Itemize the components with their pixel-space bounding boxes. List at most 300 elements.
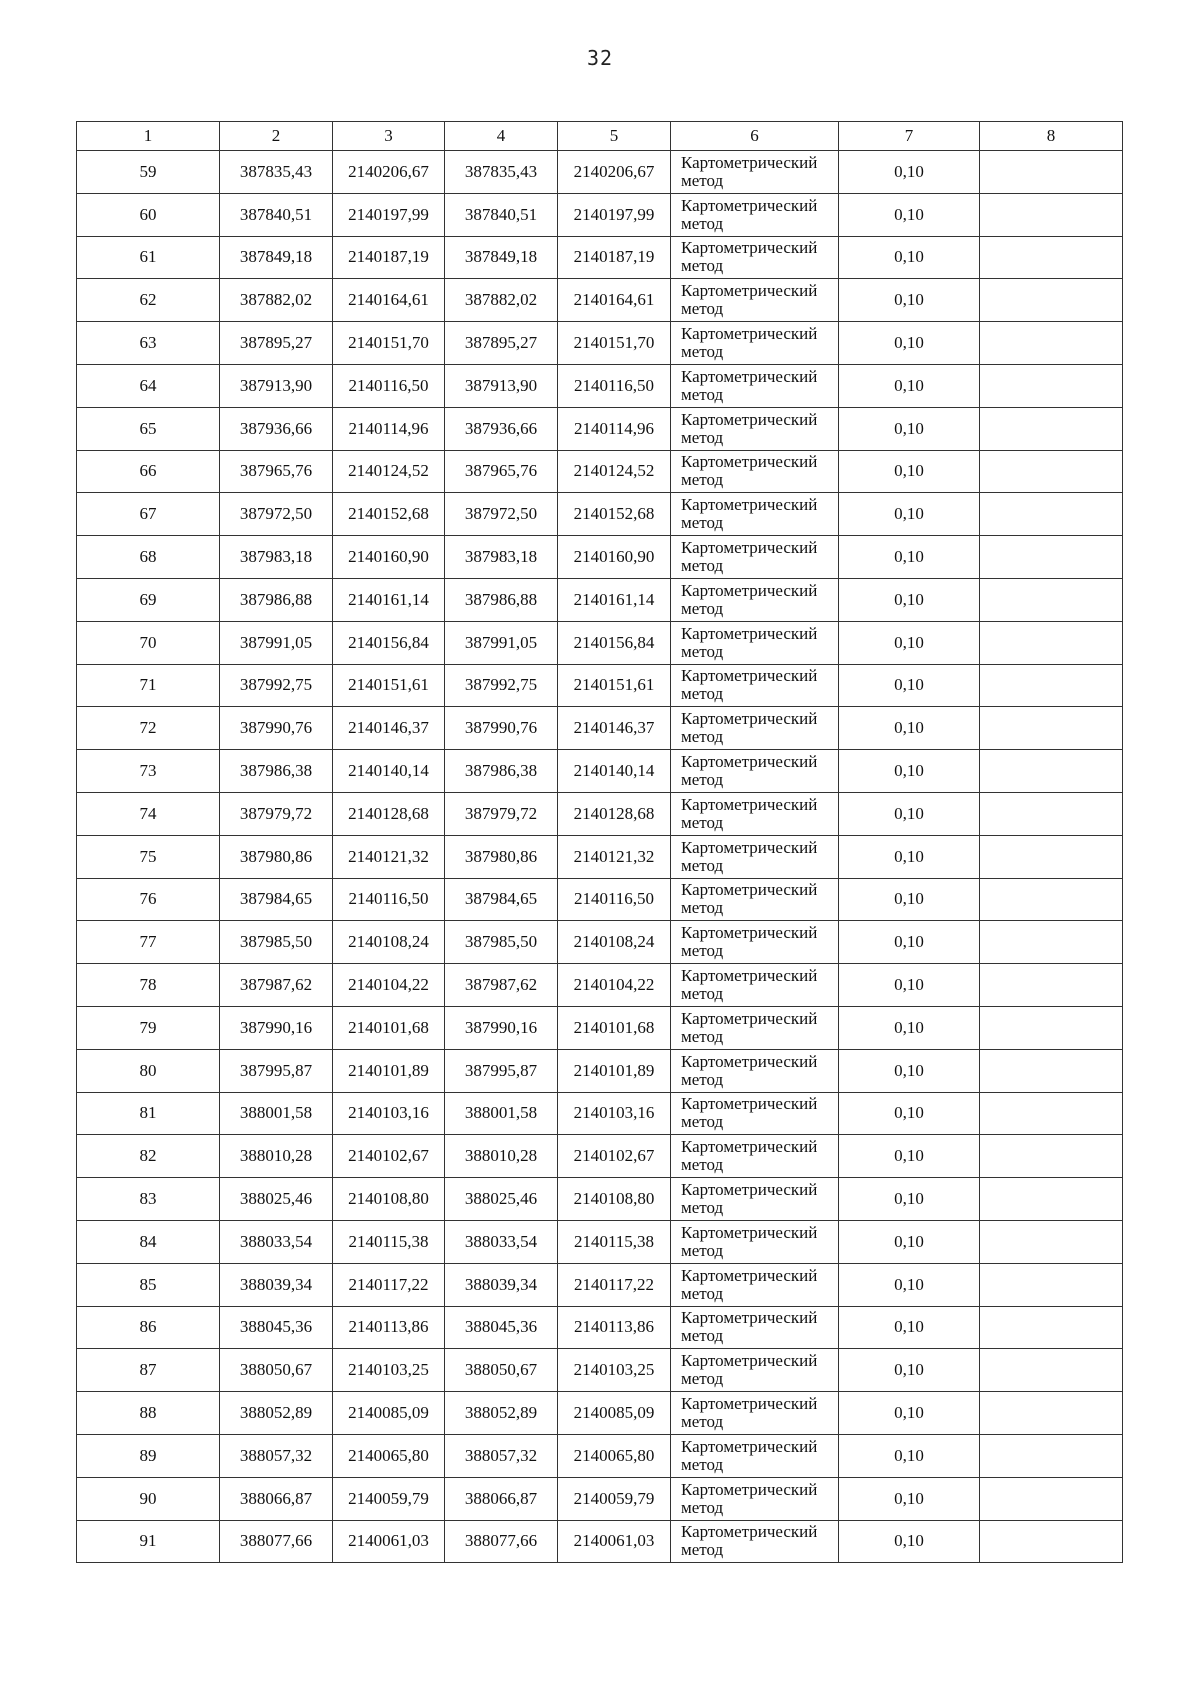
note-cell (980, 193, 1123, 236)
x-coordinate-cell: 388057,32 (220, 1434, 333, 1477)
x-coordinate-cell: 387985,50 (445, 921, 558, 964)
note-cell (980, 364, 1123, 407)
point-number-cell: 60 (77, 193, 220, 236)
method-text: Картометрический (681, 1351, 818, 1371)
method-text: метод (681, 1326, 724, 1346)
table-row (77, 1220, 1123, 1263)
accuracy-cell: 0,10 (839, 921, 980, 964)
table-row (77, 792, 1123, 835)
y-coordinate-cell: 2140140,14 (333, 750, 445, 793)
x-coordinate-cell: 388052,89 (220, 1392, 333, 1435)
note-cell (980, 322, 1123, 365)
method-text: метод (681, 1026, 724, 1046)
method-cell (671, 1178, 839, 1221)
method-text: Картометрический (681, 1394, 818, 1413)
note-cell (980, 835, 1123, 878)
table-row (77, 1263, 1123, 1306)
point-number-cell: 85 (77, 1263, 220, 1306)
note-cell (980, 1092, 1123, 1135)
accuracy-cell: 0,10 (839, 835, 980, 878)
x-coordinate-cell: 387849,18 (220, 236, 333, 279)
y-coordinate-cell: 2140206,67 (333, 151, 445, 194)
note-cell (980, 621, 1123, 664)
point-number-cell: 86 (77, 1306, 220, 1349)
note-cell (980, 536, 1123, 579)
method-text: метод (681, 1497, 724, 1517)
method-cell (671, 536, 839, 579)
y-coordinate-cell: 2140160,90 (558, 536, 671, 579)
y-coordinate-cell: 2140102,67 (333, 1135, 445, 1178)
y-coordinate-cell: 2140197,99 (333, 193, 445, 236)
method-text: Картометрический (681, 538, 818, 558)
x-coordinate-cell: 387882,02 (220, 279, 333, 322)
column-header: 8 (980, 122, 1123, 151)
y-coordinate-cell: 2140103,25 (558, 1349, 671, 1392)
method-cell (671, 621, 839, 664)
table-row (77, 493, 1123, 536)
y-coordinate-cell: 2140103,25 (333, 1349, 445, 1392)
note-cell (980, 493, 1123, 536)
method-text: Картометрический (681, 1137, 818, 1157)
method-cell (671, 236, 839, 279)
method-cell (671, 921, 839, 964)
table-row (77, 1135, 1123, 1178)
y-coordinate-cell: 2140101,68 (558, 1006, 671, 1049)
method-text: Картометрический (681, 409, 818, 429)
x-coordinate-cell: 388066,87 (445, 1477, 558, 1520)
point-number-cell: 69 (77, 578, 220, 621)
accuracy-cell: 0,10 (839, 792, 980, 835)
point-number-cell: 64 (77, 364, 220, 407)
accuracy-cell: 0,10 (839, 364, 980, 407)
point-number-cell: 87 (77, 1349, 220, 1392)
y-coordinate-cell: 2140101,89 (333, 1049, 445, 1092)
method-cell (671, 707, 839, 750)
table-body (77, 151, 1123, 1563)
point-number-cell: 84 (77, 1220, 220, 1263)
x-coordinate-cell: 387972,50 (445, 493, 558, 536)
method-text: метод (681, 684, 724, 704)
point-number-cell: 67 (77, 493, 220, 536)
x-coordinate-cell: 387992,75 (445, 664, 558, 707)
accuracy-cell: 0,10 (839, 1135, 980, 1178)
note-cell (980, 750, 1123, 793)
x-coordinate-cell: 387986,88 (220, 578, 333, 621)
table-row (77, 322, 1123, 365)
point-number-cell: 71 (77, 664, 220, 707)
accuracy-cell: 0,10 (839, 193, 980, 236)
method-cell (671, 1135, 839, 1178)
x-coordinate-cell: 387987,62 (220, 964, 333, 1007)
accuracy-cell: 0,10 (839, 236, 980, 279)
method-cell (671, 1263, 839, 1306)
accuracy-cell: 0,10 (839, 450, 980, 493)
y-coordinate-cell: 2140115,38 (558, 1220, 671, 1263)
x-coordinate-cell: 388010,28 (445, 1135, 558, 1178)
y-coordinate-cell: 2140065,80 (558, 1434, 671, 1477)
point-number-cell: 66 (77, 450, 220, 493)
table-row (77, 1049, 1123, 1092)
accuracy-cell: 0,10 (839, 1306, 980, 1349)
note-cell (980, 878, 1123, 921)
y-coordinate-cell: 2140114,96 (558, 407, 671, 450)
table-row (77, 450, 1123, 493)
method-text: метод (681, 1198, 724, 1218)
y-coordinate-cell: 2140103,16 (333, 1092, 445, 1135)
x-coordinate-cell: 387990,76 (220, 707, 333, 750)
note-cell (980, 1520, 1123, 1563)
method-text: метод (681, 641, 724, 661)
x-coordinate-cell: 387840,51 (220, 193, 333, 236)
method-text: Картометрический (681, 1436, 818, 1456)
y-coordinate-cell: 2140140,14 (558, 750, 671, 793)
table-row (77, 835, 1123, 878)
method-text: Картометрический (681, 837, 818, 857)
point-number-cell: 88 (77, 1392, 220, 1435)
point-number-cell: 80 (77, 1049, 220, 1092)
table-row (77, 1392, 1123, 1435)
y-coordinate-cell: 2140108,24 (333, 921, 445, 964)
y-coordinate-cell: 2140059,79 (558, 1477, 671, 1520)
point-number-cell: 82 (77, 1135, 220, 1178)
note-cell (980, 964, 1123, 1007)
method-text: метод (681, 427, 724, 447)
table-row (77, 1520, 1123, 1563)
method-cell (671, 664, 839, 707)
y-coordinate-cell: 2140121,32 (558, 835, 671, 878)
method-text: метод (681, 1240, 724, 1260)
y-coordinate-cell: 2140128,68 (333, 792, 445, 835)
y-coordinate-cell: 2140104,22 (333, 964, 445, 1007)
x-coordinate-cell: 387986,38 (220, 750, 333, 793)
x-coordinate-cell: 388077,66 (220, 1520, 333, 1563)
x-coordinate-cell: 387980,86 (220, 835, 333, 878)
point-number-cell: 81 (77, 1092, 220, 1135)
point-number-cell: 72 (77, 707, 220, 750)
point-number-cell: 79 (77, 1006, 220, 1049)
x-coordinate-cell: 388045,36 (445, 1306, 558, 1349)
method-text: Картометрический (681, 1051, 818, 1071)
accuracy-cell: 0,10 (839, 1349, 980, 1392)
method-text: метод (681, 556, 724, 576)
x-coordinate-cell: 388050,67 (445, 1349, 558, 1392)
x-coordinate-cell: 388052,89 (445, 1392, 558, 1435)
table-row (77, 878, 1123, 921)
x-coordinate-cell: 387990,16 (220, 1006, 333, 1049)
method-text: метод (681, 1540, 724, 1560)
method-text: Картометрический (681, 1008, 818, 1028)
accuracy-cell: 0,10 (839, 878, 980, 921)
y-coordinate-cell: 2140108,80 (558, 1178, 671, 1221)
note-cell (980, 1220, 1123, 1263)
method-cell (671, 578, 839, 621)
point-number-cell: 75 (77, 835, 220, 878)
method-cell (671, 1477, 839, 1520)
method-text: метод (681, 1412, 724, 1431)
method-cell (671, 1392, 839, 1435)
x-coordinate-cell: 388057,32 (445, 1434, 558, 1477)
method-text: метод (681, 898, 724, 918)
method-cell (671, 450, 839, 493)
column-header: 7 (839, 122, 980, 151)
y-coordinate-cell: 2140146,37 (558, 707, 671, 750)
point-number-cell: 65 (77, 407, 220, 450)
method-text: Картометрический (681, 709, 818, 729)
x-coordinate-cell: 387895,27 (445, 322, 558, 365)
column-header: 1 (77, 122, 220, 151)
table-row (77, 964, 1123, 1007)
x-coordinate-cell: 387990,16 (445, 1006, 558, 1049)
point-number-cell: 91 (77, 1520, 220, 1563)
y-coordinate-cell: 2140187,19 (333, 236, 445, 279)
y-coordinate-cell: 2140059,79 (333, 1477, 445, 1520)
method-cell (671, 878, 839, 921)
y-coordinate-cell: 2140103,16 (558, 1092, 671, 1135)
x-coordinate-cell: 387972,50 (220, 493, 333, 536)
x-coordinate-cell: 388050,67 (220, 1349, 333, 1392)
method-text: Картометрический (681, 1522, 818, 1542)
method-text: метод (681, 342, 724, 362)
method-text: метод (681, 299, 724, 319)
x-coordinate-cell: 388001,58 (445, 1092, 558, 1135)
y-coordinate-cell: 2140161,14 (558, 578, 671, 621)
note-cell (980, 1392, 1123, 1435)
table-row (77, 1306, 1123, 1349)
table-row (77, 1434, 1123, 1477)
y-coordinate-cell: 2140085,09 (333, 1392, 445, 1435)
method-text: Картометрический (681, 1308, 818, 1328)
method-text: Картометрический (681, 580, 818, 600)
note-cell (980, 1434, 1123, 1477)
table-row (77, 707, 1123, 750)
table-row (77, 364, 1123, 407)
y-coordinate-cell: 2140160,90 (333, 536, 445, 579)
accuracy-cell: 0,10 (839, 536, 980, 579)
y-coordinate-cell: 2140146,37 (333, 707, 445, 750)
y-coordinate-cell: 2140108,80 (333, 1178, 445, 1221)
method-cell (671, 1092, 839, 1135)
accuracy-cell: 0,10 (839, 707, 980, 750)
method-cell (671, 322, 839, 365)
x-coordinate-cell: 387913,90 (445, 364, 558, 407)
y-coordinate-cell: 2140108,24 (558, 921, 671, 964)
method-cell (671, 1049, 839, 1092)
y-coordinate-cell: 2140116,50 (333, 878, 445, 921)
note-cell (980, 1349, 1123, 1392)
method-text: метод (681, 598, 724, 618)
note-cell (980, 707, 1123, 750)
point-number-cell: 78 (77, 964, 220, 1007)
note-cell (980, 407, 1123, 450)
method-cell (671, 1520, 839, 1563)
accuracy-cell: 0,10 (839, 1520, 980, 1563)
y-coordinate-cell: 2140085,09 (558, 1392, 671, 1435)
x-coordinate-cell: 387983,18 (445, 536, 558, 579)
x-coordinate-cell: 387895,27 (220, 322, 333, 365)
accuracy-cell: 0,10 (839, 279, 980, 322)
x-coordinate-cell: 387991,05 (445, 621, 558, 664)
table-row (77, 151, 1123, 194)
accuracy-cell: 0,10 (839, 407, 980, 450)
note-cell (980, 921, 1123, 964)
page-number: 32 (586, 46, 614, 70)
x-coordinate-cell: 387984,65 (445, 878, 558, 921)
y-coordinate-cell: 2140113,86 (558, 1306, 671, 1349)
y-coordinate-cell: 2140065,80 (333, 1434, 445, 1477)
point-number-cell: 77 (77, 921, 220, 964)
x-coordinate-cell: 387991,05 (220, 621, 333, 664)
note-cell (980, 1049, 1123, 1092)
method-cell (671, 279, 839, 322)
method-cell (671, 1306, 839, 1349)
table-row (77, 193, 1123, 236)
column-header: 5 (558, 122, 671, 151)
x-coordinate-cell: 387986,88 (445, 578, 558, 621)
x-coordinate-cell: 387840,51 (445, 193, 558, 236)
method-text: Картометрический (681, 452, 818, 472)
method-text: метод (681, 213, 724, 233)
method-text: Картометрический (681, 1222, 818, 1242)
point-number-cell: 59 (77, 151, 220, 194)
y-coordinate-cell: 2140128,68 (558, 792, 671, 835)
y-coordinate-cell: 2140117,22 (333, 1263, 445, 1306)
note-cell (980, 236, 1123, 279)
method-text: Картометрический (681, 366, 818, 386)
y-coordinate-cell: 2140101,68 (333, 1006, 445, 1049)
y-coordinate-cell: 2140151,70 (333, 322, 445, 365)
y-coordinate-cell: 2140102,67 (558, 1135, 671, 1178)
y-coordinate-cell: 2140152,68 (558, 493, 671, 536)
accuracy-cell: 0,10 (839, 1006, 980, 1049)
x-coordinate-cell: 387965,76 (220, 450, 333, 493)
table-row (77, 1477, 1123, 1520)
y-coordinate-cell: 2140104,22 (558, 964, 671, 1007)
note-cell (980, 578, 1123, 621)
column-header: 4 (445, 122, 558, 151)
method-cell (671, 792, 839, 835)
method-text: метод (681, 855, 724, 875)
table-row (77, 621, 1123, 664)
point-number-cell: 61 (77, 236, 220, 279)
x-coordinate-cell: 387983,18 (220, 536, 333, 579)
y-coordinate-cell: 2140124,52 (558, 450, 671, 493)
table-row (77, 279, 1123, 322)
method-text: метод (681, 513, 724, 533)
method-text: Картометрический (681, 195, 818, 215)
table-row (77, 407, 1123, 450)
table-header (77, 122, 1123, 151)
y-coordinate-cell: 2140187,19 (558, 236, 671, 279)
x-coordinate-cell: 388010,28 (220, 1135, 333, 1178)
y-coordinate-cell: 2140197,99 (558, 193, 671, 236)
method-text: метод (681, 384, 724, 404)
x-coordinate-cell: 388033,54 (445, 1220, 558, 1263)
column-header: 6 (671, 122, 839, 151)
method-cell (671, 750, 839, 793)
y-coordinate-cell: 2140161,14 (333, 578, 445, 621)
y-coordinate-cell: 2140164,61 (558, 279, 671, 322)
accuracy-cell: 0,10 (839, 1049, 980, 1092)
method-text: Картометрический (681, 324, 818, 344)
note-cell (980, 664, 1123, 707)
note-cell (980, 1263, 1123, 1306)
x-coordinate-cell: 388039,34 (220, 1263, 333, 1306)
method-text: Картометрический (681, 238, 818, 258)
table-row (77, 1092, 1123, 1135)
x-coordinate-cell: 387835,43 (220, 151, 333, 194)
accuracy-cell: 0,10 (839, 322, 980, 365)
note-cell (980, 450, 1123, 493)
accuracy-cell: 0,10 (839, 1220, 980, 1263)
method-text: Картометрический (681, 1479, 818, 1499)
column-header: 3 (333, 122, 445, 151)
y-coordinate-cell: 2140156,84 (558, 621, 671, 664)
method-cell (671, 193, 839, 236)
x-coordinate-cell: 387980,86 (445, 835, 558, 878)
table-row (77, 578, 1123, 621)
y-coordinate-cell: 2140151,61 (558, 664, 671, 707)
y-coordinate-cell: 2140116,50 (558, 878, 671, 921)
note-cell (980, 1178, 1123, 1221)
x-coordinate-cell: 388025,46 (220, 1178, 333, 1221)
y-coordinate-cell: 2140121,32 (333, 835, 445, 878)
method-text: метод (681, 1454, 724, 1474)
accuracy-cell: 0,10 (839, 1092, 980, 1135)
x-coordinate-cell: 387936,66 (445, 407, 558, 450)
point-number-cell: 74 (77, 792, 220, 835)
table-row (77, 921, 1123, 964)
point-number-cell: 83 (77, 1178, 220, 1221)
y-coordinate-cell: 2140117,22 (558, 1263, 671, 1306)
note-cell (980, 1006, 1123, 1049)
x-coordinate-cell: 387987,62 (445, 964, 558, 1007)
method-cell (671, 835, 839, 878)
x-coordinate-cell: 387882,02 (445, 279, 558, 322)
table-row (77, 664, 1123, 707)
y-coordinate-cell: 2140115,38 (333, 1220, 445, 1263)
note-cell (980, 792, 1123, 835)
method-text: метод (681, 812, 724, 832)
accuracy-cell: 0,10 (839, 621, 980, 664)
point-number-cell: 90 (77, 1477, 220, 1520)
y-coordinate-cell: 2140101,89 (558, 1049, 671, 1092)
method-cell (671, 1434, 839, 1477)
point-number-cell: 89 (77, 1434, 220, 1477)
point-number-cell: 62 (77, 279, 220, 322)
x-coordinate-cell: 388025,46 (445, 1178, 558, 1221)
point-number-cell: 76 (77, 878, 220, 921)
x-coordinate-cell: 387849,18 (445, 236, 558, 279)
method-text: Картометрический (681, 281, 818, 301)
point-number-cell: 63 (77, 322, 220, 365)
x-coordinate-cell: 387936,66 (220, 407, 333, 450)
method-text: Картометрический (681, 495, 818, 515)
x-coordinate-cell: 387995,87 (445, 1049, 558, 1092)
y-coordinate-cell: 2140116,50 (333, 364, 445, 407)
method-text: метод (681, 170, 724, 190)
note-cell (980, 1477, 1123, 1520)
accuracy-cell: 0,10 (839, 1477, 980, 1520)
point-number-cell: 70 (77, 621, 220, 664)
x-coordinate-cell: 388001,58 (220, 1092, 333, 1135)
y-coordinate-cell: 2140113,86 (333, 1306, 445, 1349)
accuracy-cell: 0,10 (839, 664, 980, 707)
coordinates-table (76, 121, 1123, 1563)
note-cell (980, 279, 1123, 322)
method-cell (671, 1349, 839, 1392)
x-coordinate-cell: 388077,66 (445, 1520, 558, 1563)
note-cell (980, 1306, 1123, 1349)
